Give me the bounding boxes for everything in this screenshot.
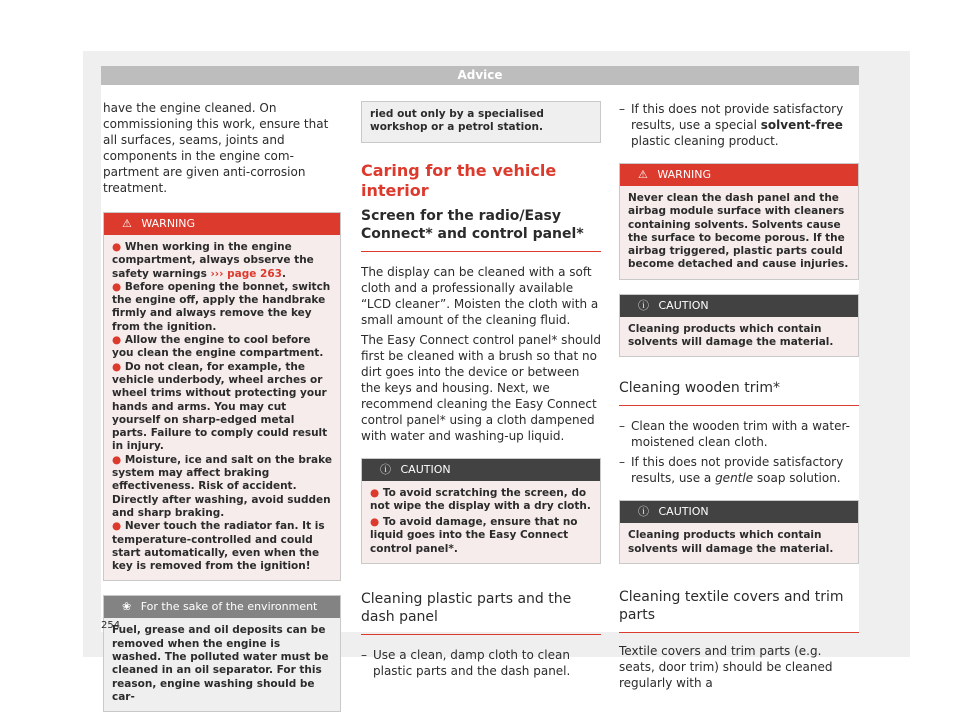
section-title: Caring for the vehicle interior (361, 160, 557, 200)
caution-item: ● To avoid damage, ensure that no liquid goes into the Easy Connect control panel*. (370, 516, 578, 555)
plastic-step: – Use a clean, damp cloth to clean plastic parts and the dash panel. (361, 648, 571, 679)
plastic-heading: Cleaning plastic parts and the dash panel (361, 591, 572, 626)
screen-heading-block (361, 207, 601, 252)
warning-item: ● Do not clean, for example, the vehicle underbody, wheel arches or wheel trims without protecting your hands and arms. You may cut yourself on sharp-edged metal parts. Failure to comply could result in injury. (112, 360, 328, 453)
plastic-step-2: – If this does not provide satisfactory results, use a special solvent-free plastic cleaning product. (619, 102, 844, 148)
column-3 (619, 101, 859, 691)
warning-item: ● Before opening the bonnet, switch the engine off, apply the handbrake firmly and always remove the key from the ignition. (112, 280, 331, 333)
caution-box-header (620, 501, 858, 523)
environment-box-header (104, 596, 340, 618)
warning-triangle-icon: ⚠ (122, 217, 132, 230)
caution-box-title: CAUTION (658, 505, 709, 519)
caution-box-screen (361, 458, 601, 564)
intro-paragraph: have the engine cleaned. On commissioning this work, ensure that all surfaces, seams, joints and components in the engine compartment are given anti-corrosion treatment. (103, 101, 329, 195)
environment-box-body: Fuel, grease and oil deposits can be removed when the engine is washed. The polluted water must be cleaned in an oil separator. For this reason, engine washing should be car- (104, 618, 340, 711)
caution-box-wood (619, 500, 859, 564)
warning-box-title: WARNING (141, 217, 196, 230)
warning-box-body (104, 235, 340, 580)
running-header: Advice (101, 66, 859, 85)
caution-box-header (620, 295, 858, 317)
caution-box-body (362, 481, 600, 563)
caution-item: ● To avoid scratching the screen, do not wipe the display with a dry cloth. (370, 486, 591, 512)
warning-item: ● Never touch the radiator fan. It is temperature-controlled and could start automatically, even when the key is removed from the ignition! (112, 520, 325, 573)
warning-box-body: Never clean the dash panel and the airbag module surface with cleaners containing solvents. Solvents cause the surface to become porous. If the airbag triggered, plastic parts could become detached and cause injuries. (620, 186, 858, 279)
warning-box (103, 212, 341, 581)
warning-box-header (104, 213, 340, 235)
caution-box-header (362, 459, 600, 481)
warning-box-airbag (619, 163, 859, 280)
caution-box-body: Cleaning products which contain solvents will damage the material. (620, 523, 858, 563)
caution-box-title: CAUTION (658, 298, 709, 312)
info-circle-icon: ⓘ (638, 298, 649, 312)
column-1 (103, 100, 341, 712)
info-circle-icon: ⓘ (380, 462, 391, 476)
environment-box (103, 595, 341, 712)
caution-box-solvents (619, 294, 859, 358)
page-number: 254 (101, 620, 121, 631)
screen-paragraph-2: The Easy Connect control panel* should first be cleaned with a brush so that no dirt goes into the device or between the keys and housing. Next, we recommend cleaning the Easy Connect control panel* using a cloth dampened with water and washing-up liquid. (361, 332, 601, 443)
environment-box-continued-body: ried out only by a specialised workshop or a petrol station. (362, 102, 600, 142)
screen-paragraph-1: The display can be cleaned with a soft cloth and a professionally available “LCD cleaner”. Moisten the cloth with a small amount of the cleaning fluid. (361, 264, 599, 327)
screen-heading: Screen for the radio/Easy Connect* and control panel* (361, 207, 584, 242)
environment-box-continued (361, 101, 601, 143)
textile-paragraph: Textile covers and trim parts (e.g. seats, door trim) should be cleaned regularly with a (619, 643, 833, 690)
warning-item: ● When working in the engine compartment, always observe the safety warnings ››› page 263. (112, 241, 314, 280)
wood-step-2: – If this does not provide satisfactory results, use a gentle soap solution. (619, 455, 844, 486)
environment-box-title: For the sake of the environment (140, 600, 318, 614)
page-link[interactable]: ››› page 263 (210, 267, 282, 280)
warning-item: ● Moisture, ice and salt on the brake system may affect braking effectiveness. Risk of accident. Directly after washing, avoid sudden and sharp braking. (112, 453, 332, 519)
warning-box-title: WARNING (657, 168, 712, 181)
wood-heading: Cleaning wooden trim* (619, 380, 781, 397)
warning-box-header (620, 164, 858, 186)
info-circle-icon: ⓘ (638, 505, 649, 519)
textile-heading: Cleaning textile covers and trim parts (619, 588, 844, 623)
warning-triangle-icon: ⚠ (638, 168, 648, 181)
textile-heading-block (619, 588, 859, 633)
column-2 (361, 101, 601, 679)
environment-leaf-icon: ❀ (122, 600, 132, 614)
caution-box-title: CAUTION (400, 462, 451, 476)
caution-box-body: Cleaning products which contain solvents will damage the material. (620, 317, 858, 357)
warning-item: ● Allow the engine to cool before you clean the engine compartment. (112, 334, 324, 360)
plastic-heading-block (361, 590, 601, 635)
wood-step-1: – Clean the wooden trim with a water-moistened clean cloth. (619, 419, 850, 450)
wood-heading-block (619, 379, 859, 406)
